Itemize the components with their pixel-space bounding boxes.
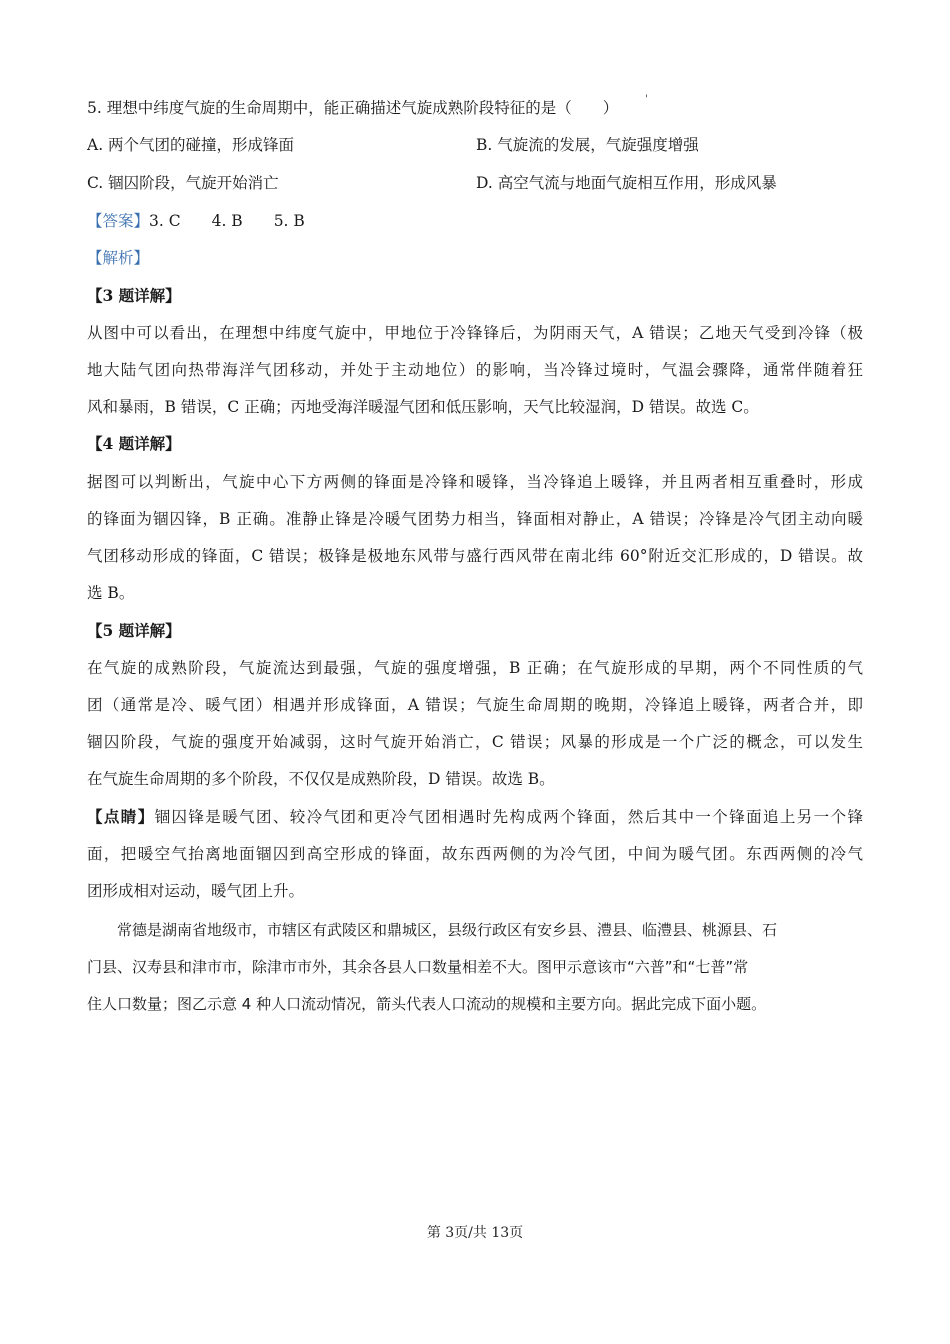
question5-option-b: B. 气旋流的发展，气旋强度增强 [476, 136, 699, 154]
tip-line: 面，把暖空气抬离地面锢囚到高空形成的锋面，故东西两侧的为冷气团，中间为暖气团。东西两侧的冷气 [87, 845, 863, 863]
question5-stem: 5. 理想中纬度气旋的生命周期中，能正确描述气旋成熟阶段特征的是（ ） [87, 99, 619, 117]
page-footer: 第 3页/共 13页 [426, 1225, 524, 1241]
tip-first-line [87, 806, 863, 828]
detail5-line: 在气旋的成熟阶段，气旋流达到最强，气旋的强度增强，B 正确；在气旋形成的早期，两个不同性质的气 [87, 659, 863, 677]
detail5-line: 团（通常是冷、暖气团）相遇并形成锋面，A 错误；气旋生命周期的晚期，冷锋追上暖锋，两者合并，即 [87, 696, 863, 714]
detail4-line: 据图可以判断出，气旋中心下方两侧的锋面是冷锋和暖锋，当冷锋追上暖锋，并且两者相互重叠时，形成 [87, 473, 863, 491]
passage-line: 常德是湖南省地级市，市辖区有武陵区和鼎城区，县级行政区有安乡县、澧县、临澧县、桃源县、石 [87, 921, 778, 939]
answer-row [87, 210, 863, 232]
question5-option-c: C. 锢囚阶段，气旋开始消亡 [87, 174, 279, 192]
detail3-line: 风和暴雨，B 错误，C 正确；丙地受海洋暖湿气团和低压影响，天气比较湿润，D 错误。故选 C。 [87, 398, 759, 416]
answer-label: 【答案】 [87, 212, 150, 230]
detail5-heading: 【5 题详解】 [87, 621, 181, 640]
detail4-heading: 【4 题详解】 [87, 434, 181, 453]
detail3-heading: 【3 题详解】 [87, 286, 181, 305]
question5-option-d: D. 高空气流与地面气旋相互作用，形成风暴 [476, 174, 777, 192]
answer-values: 3. C 4. B 5. B [149, 212, 305, 230]
detail4-line: 气团移动形成的锋面，C 错误；极锋是极地东风带与盛行西风带在南北纬 60°附近交汇形成的，D 错误。故 [87, 547, 863, 565]
tip-text: 锢囚锋是暖气团、较冷气团和更冷气团相遇时先构成两个锋面，然后其中一个锋面追上另一个锋 [154, 808, 863, 826]
detail5-line: 在气旋生命周期的多个阶段，不仅仅是成熟阶段，D 错误。故选 B。 [87, 770, 555, 788]
detail3-line: 从图中可以看出，在理想中纬度气旋中，甲地位于冷锋锋后，为阴雨天气，A 错误；乙地天气受到冷锋（极 [87, 324, 863, 342]
detail4-line: 选 B。 [87, 584, 135, 602]
detail5-line: 锢囚阶段，气旋的强度开始减弱，这时气旋开始消亡，C 错误；风暴的形成是一个广泛的概念，可以发生 [87, 733, 863, 751]
analysis-label: 【解析】 [87, 249, 150, 267]
detail3-line: 地大陆气团向热带海洋气团移动，并处于主动地位）的影响，当冷锋过境时，气温会骤降，通常伴随着狂 [87, 361, 863, 379]
tip-line: 团形成相对运动，暖气团上升。 [87, 882, 305, 900]
stray-mark: ' [645, 94, 648, 105]
question5-option-a: A. 两个气团的碰撞，形成锋面 [87, 136, 295, 154]
tip-label: 【点睛】 [87, 807, 155, 826]
detail4-line: 的锋面为锢囚锋，B 正确。准静止锋是冷暖气团势力相当，锋面相对静止，A 错误；冷锋是冷气团主动向暖 [87, 510, 863, 528]
passage-line: 住人口数量；图乙示意 4 种人口流动情况，箭头代表人口流动的规模和主要方向。据此完成下面小题。 [87, 995, 767, 1013]
passage-line: 门县、汉寿县和津市市，除津市市外，其余各县人口数量相差不大。图甲示意该市“六普”和“七普”常 [87, 958, 749, 976]
